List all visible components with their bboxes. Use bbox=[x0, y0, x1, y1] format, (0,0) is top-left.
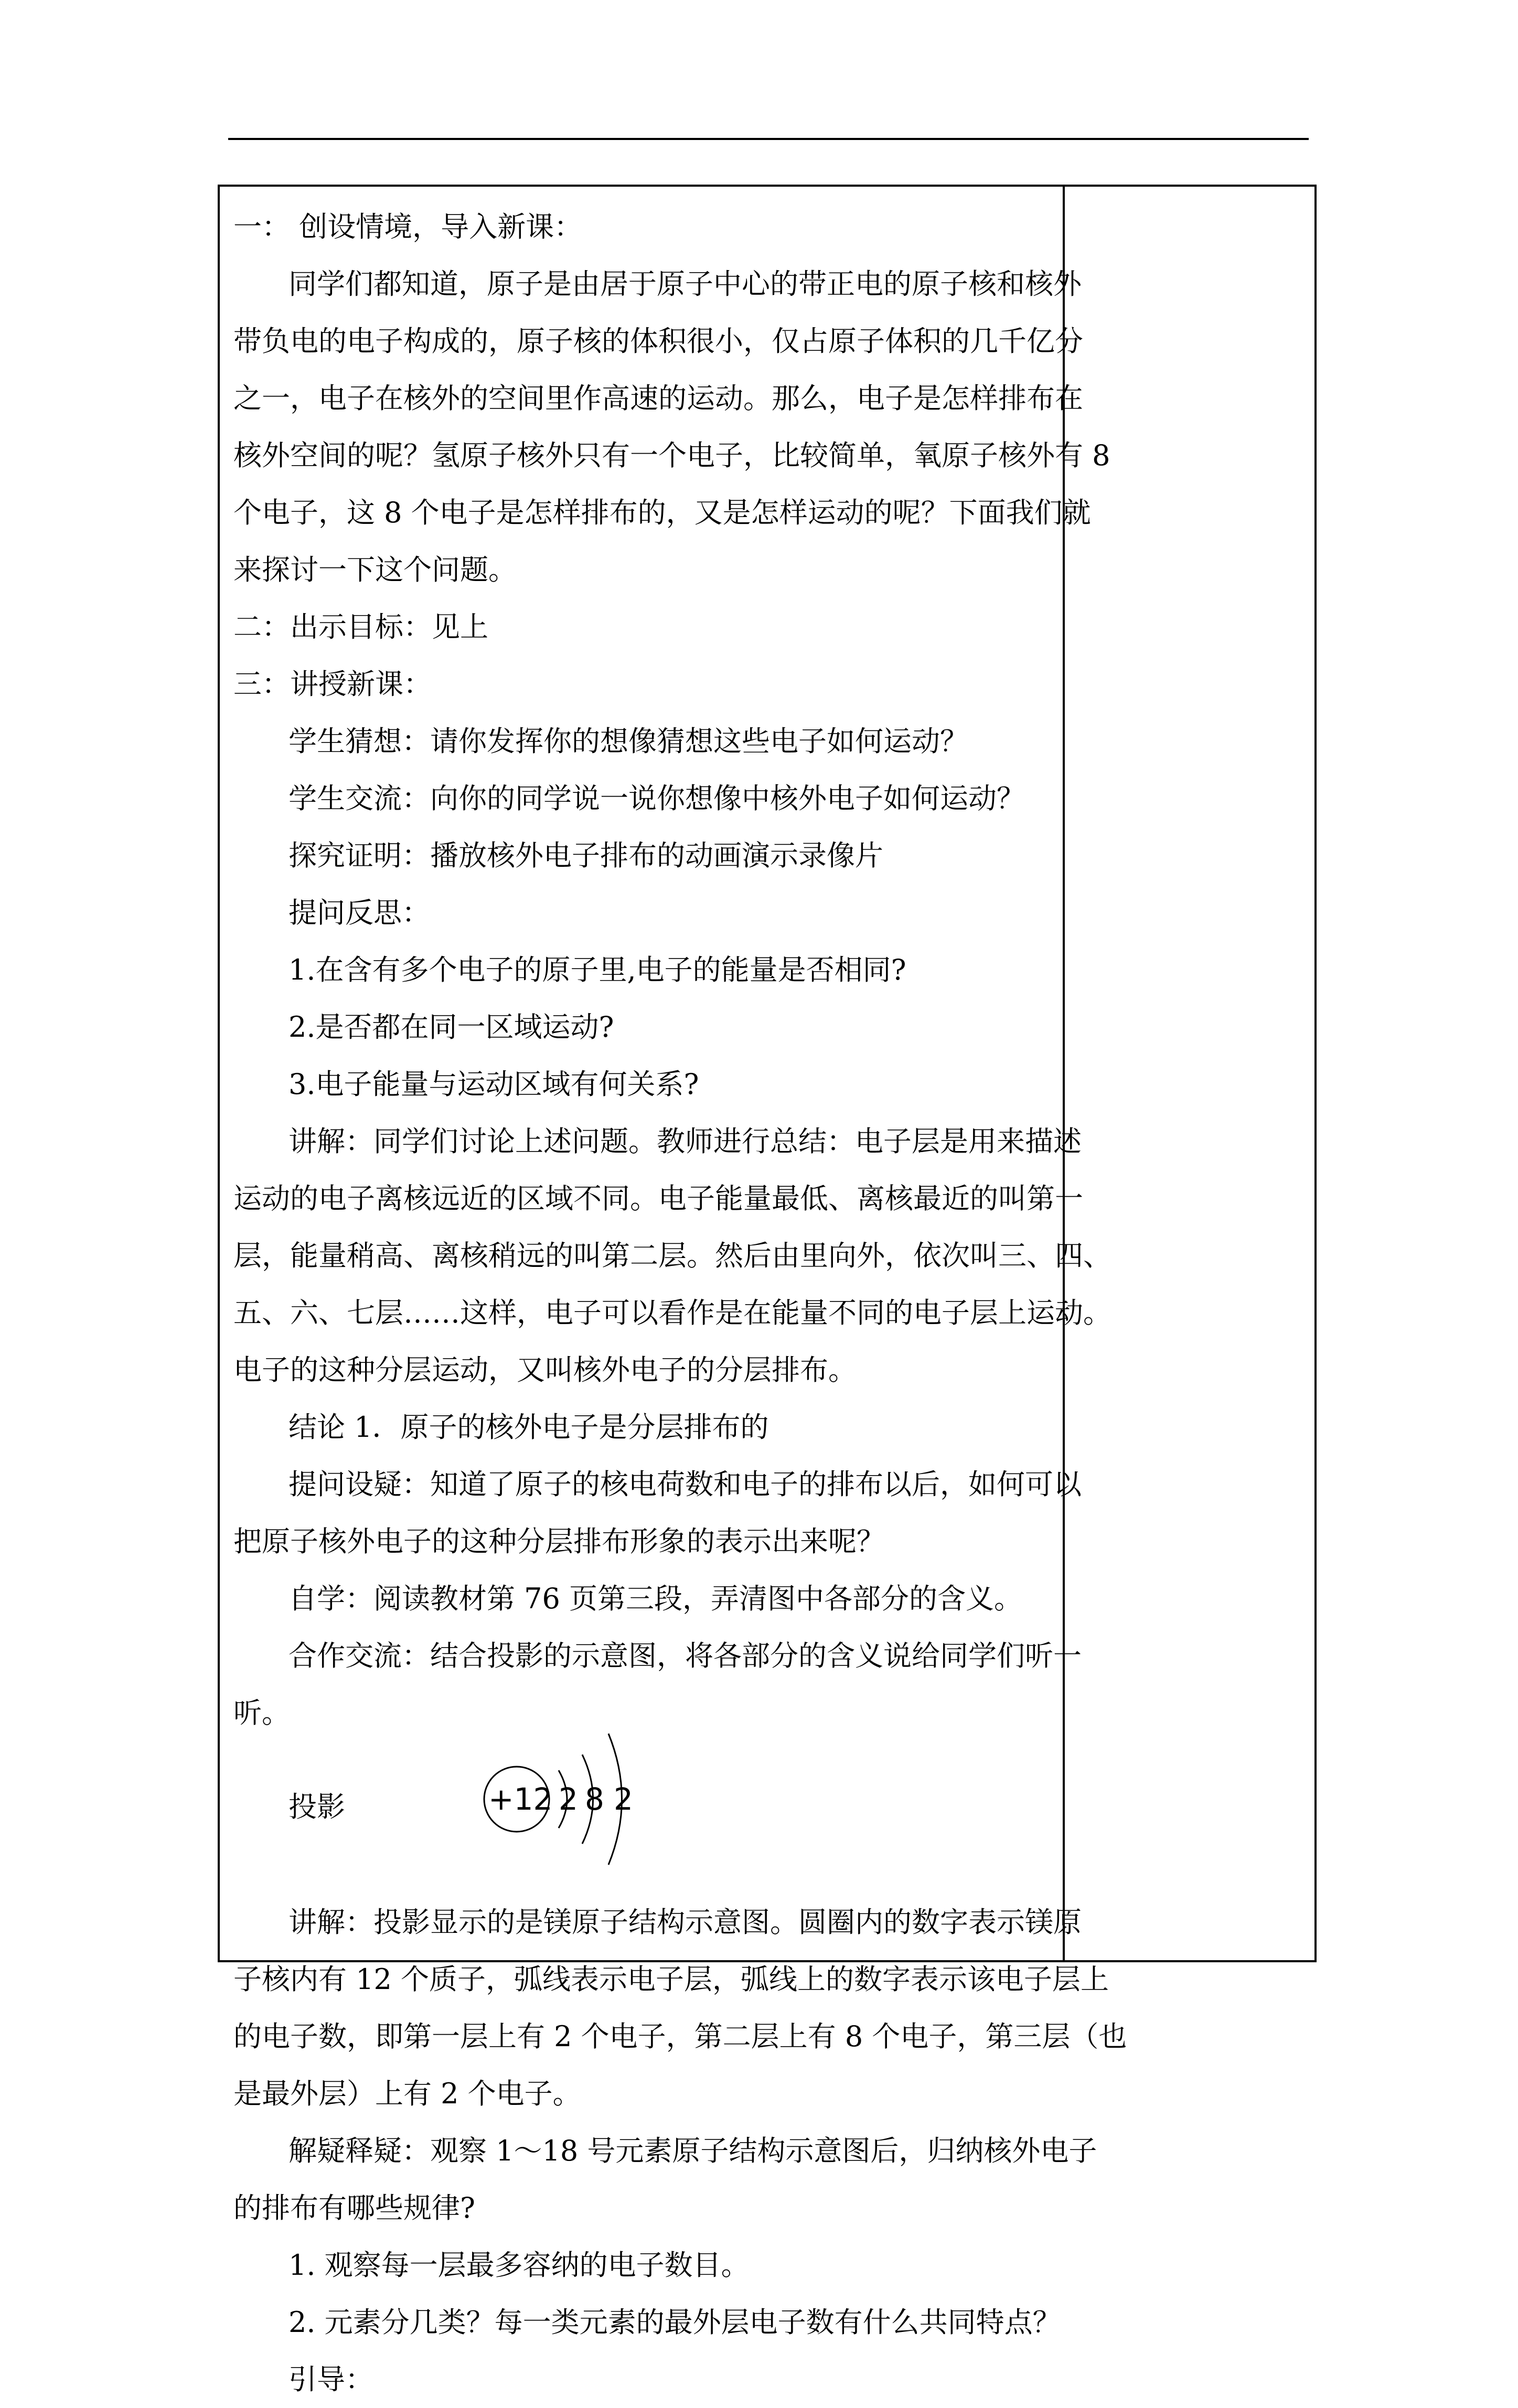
paragraph-line: 提问反思： bbox=[288, 896, 430, 929]
question-item: 1.在含有多个电子的原子里,电子的能量是否相同? bbox=[288, 953, 906, 986]
projection-row bbox=[233, 1742, 1052, 1894]
header-rule bbox=[228, 138, 1309, 140]
paragraph-line: 个电子，这 8 个电子是怎样排布的，又是怎样运动的呢？下面我们就 bbox=[233, 496, 1091, 529]
paragraph-line: 讲解：投影显示的是镁原子结构示意图。圆圈内的数字表示镁原 bbox=[288, 1906, 1082, 1939]
paragraph-line: 电子的这种分层运动，又叫核外电子的分层排布。 bbox=[233, 1353, 857, 1386]
paragraph-line: 学生猜想：请你发挥你的想像猜想这些电子如何运动？ bbox=[288, 725, 968, 758]
paragraph-line: 核外空间的呢？氢原子核外只有一个电子，比较简单，氧原子核外有 8 bbox=[233, 439, 1110, 472]
paragraph-line: 带负电的电子构成的，原子核的体积很小，仅占原子体积的几千亿分 bbox=[233, 325, 1083, 358]
paragraph-line: 的电子数，即第一层上有 2 个电子，第二层上有 8 个电子，第三层（也 bbox=[233, 2020, 1127, 2053]
paragraph-line: 讲解：同学们讨论上述问题。教师进行总结：电子层是用来描述 bbox=[288, 1125, 1082, 1158]
question-item: 3.电子能量与运动区域有何关系? bbox=[288, 1068, 699, 1101]
question-item: 1. 观察每一层最多容纳的电子数目。 bbox=[288, 2249, 750, 2282]
paragraph-line: 来探讨一下这个问题。 bbox=[233, 553, 517, 586]
paragraph-line: 层，能量稍高、离核稍远的叫第二层。然后由里向外，依次叫三、四、 bbox=[233, 1239, 1111, 1272]
paragraph-line: 提问设疑：知道了原子的核电荷数和电子的排布以后，如何可以 bbox=[288, 1468, 1082, 1501]
section-heading-1: 一： 创设情境，导入新课： bbox=[233, 210, 583, 243]
paragraph-line: 的排布有哪些规律? bbox=[233, 2191, 475, 2224]
section-heading-3: 三：讲授新课： bbox=[233, 668, 432, 701]
shell-electron-count-2: 8 bbox=[585, 1781, 604, 1817]
paragraph-line: 探究证明：播放核外电子排布的动画演示录像片 bbox=[288, 839, 883, 872]
projection-label: 投影 bbox=[288, 1790, 345, 1823]
shell-electron-count-1: 2 bbox=[559, 1781, 578, 1817]
magnesium-atom-diagram bbox=[480, 1710, 658, 1878]
paragraph-line: 引导： bbox=[288, 2363, 373, 2396]
shell-electron-count-3: 2 bbox=[614, 1781, 633, 1817]
paragraph-line: 听。 bbox=[233, 1696, 290, 1729]
paragraph-line: 解疑释疑：观察 1～18 号元素原子结构示意图后，归纳核外电子 bbox=[288, 2134, 1097, 2167]
nucleus-charge: +12 bbox=[488, 1781, 553, 1817]
paragraph-line: 同学们都知道，原子是由居于原子中心的带正电的原子核和核外 bbox=[288, 267, 1082, 300]
paragraph-line: 学生交流：向你的同学说一说你想像中核外电子如何运动？ bbox=[288, 782, 1025, 815]
lesson-content bbox=[233, 198, 1127, 2408]
paragraph-line: 把原子核外电子的这种分层排布形象的表示出来呢？ bbox=[233, 1525, 885, 1558]
question-item: 2. 元素分几类？每一类元素的最外层电子数有什么共同特点？ bbox=[288, 2306, 1061, 2339]
paragraph-line: 运动的电子离核远近的区域不同。电子能量最低、离核最近的叫第一 bbox=[233, 1182, 1083, 1215]
paragraph-line: 五、六、七层……这样，电子可以看作是在能量不同的电子层上运动。 bbox=[233, 1296, 1111, 1329]
paragraph-line: 自学：阅读教材第 76 页第三段，弄清图中各部分的含义。 bbox=[288, 1582, 1023, 1615]
paragraph-line: 合作交流：结合投影的示意图，将各部分的含义说给同学们听一 bbox=[288, 1639, 1082, 1672]
conclusion-line: 结论 1．原子的核外电子是分层排布的 bbox=[288, 1411, 769, 1444]
paragraph-line: 是最外层）上有 2 个电子。 bbox=[233, 2077, 581, 2110]
question-item: 2.是否都在同一区域运动? bbox=[288, 1010, 614, 1044]
paragraph-line: 之一，电子在核外的空间里作高速的运动。那么，电子是怎样排布在 bbox=[233, 382, 1083, 415]
paragraph-line: 子核内有 12 个质子，弧线表示电子层，弧线上的数字表示该电子层上 bbox=[233, 1963, 1109, 1996]
section-heading-2: 二：出示目标：见上 bbox=[233, 610, 488, 643]
